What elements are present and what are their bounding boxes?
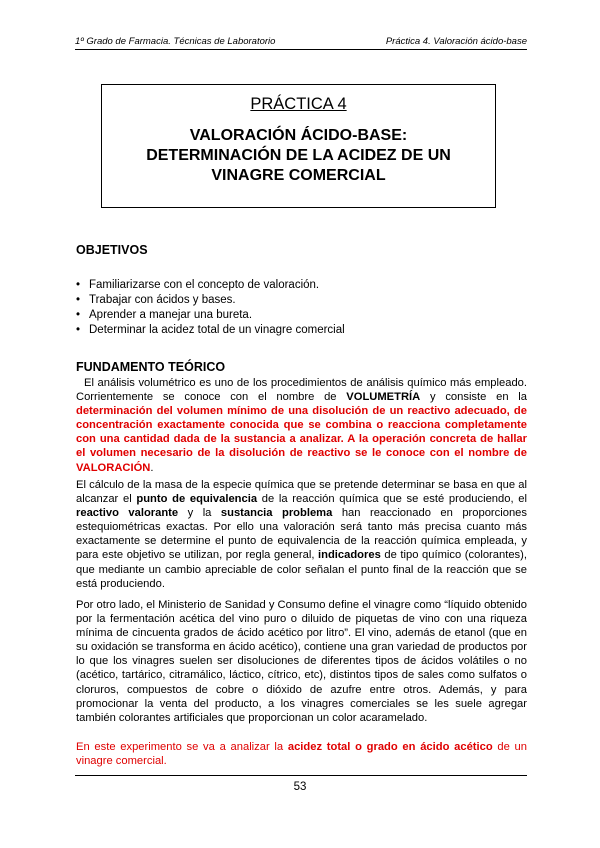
footer-divider [75, 775, 527, 776]
paragraph-text: han reaccionado en proporciones estequiométricas exactas. Por ello una valoración será tanto más precisa cuanto más exactamente se determine el punto de equivalencia de la reacción química empleada, y para este objetivo se utilizan, por regla general, [76, 507, 527, 562]
theory-paragraph-1 [76, 376, 527, 475]
keyword-volumetria: VOLUMETRÍA [346, 391, 421, 404]
paragraph-text: El análisis volumétrico es uno de los procedimientos de análisis químico más empleado. Corrientemente se conoce con el nombre de [76, 377, 527, 404]
practice-number: PRÁCTICA 4 [250, 95, 347, 113]
title-line: VALORACIÓN ÁCIDO-BASE: [189, 127, 408, 144]
page-number: 53 [293, 781, 307, 793]
keyword-reactivo-valorante: reactivo valorante [76, 507, 179, 520]
title-line: DETERMINACIÓN DE LA ACIDEZ DE UN [146, 147, 451, 164]
paragraph-text: y la [178, 507, 221, 520]
theory-paragraph-4 [76, 740, 527, 768]
keyword-indicadores: indicadores [318, 549, 381, 562]
list-item: • Aprender a manejar una bureta. [76, 308, 526, 323]
title-line: VINAGRE COMERCIAL [211, 167, 386, 184]
theory-paragraph-3: Por otro lado, el Ministerio de Sanidad y Consumo define el vinagre como “líquido obtenido por la fermentación acética del vino puro o diluido de piquetas de vino con una riqueza mínima de cincuenta grados de ácido acético por litro”. El vino, además de etanol (que en su oxidación se transforma en ácido acético), contiene una gran variedad de productos por lo que los vinagres suelen ser disoluciones de diferentes tipos de ácidos volátiles o no (acético, tartárico, citramálico, láctico, cítrico, etc), distintos tipos de sales como sulfatos o cloruros, compuestos de cobre o dióxido de azufre entre otros. Además, y para promocionar la venta del producto, a los vinagres comerciales se les suele agregar también colorantes artificiales que proporcionan un color acaramelado. [76, 599, 527, 724]
running-header [75, 36, 527, 50]
keyword-acidez-total: acidez total o grado en ácido acético [287, 741, 493, 753]
paragraph-text: de la reacción química que se esté produciendo, el [257, 493, 527, 506]
paragraph-text: y consiste en la [420, 391, 527, 404]
header-course: 1º Grado de Farmacia. Técnicas de Laboratorio [75, 36, 276, 47]
paragraph-text: . [150, 461, 154, 474]
title-box [101, 84, 496, 208]
keyword-valoracion: VALORACIÓN [76, 461, 151, 474]
objectives-heading: OBJETIVOS [76, 243, 148, 257]
theory-paragraph-2 [76, 478, 527, 591]
list-item: • Determinar la acidez total de un vinagre comercial [76, 323, 526, 338]
highlight-definition: determinación del volumen mínimo de una disolución de un reactivo adecuado, de concentración exactamente conocida que se combina o reacciona completamente con una cantidad dada de la sustancia a analizar. A la operación concreta de hallar el volumen necesario de la disolución de reactivo se le conoce con el nombre de [76, 405, 527, 460]
paragraph-text: En este experimento se va a analizar la [76, 741, 288, 753]
theory-heading: FUNDAMENTO TEÓRICO [76, 360, 226, 374]
header-practice: Práctica 4. Valoración ácido-base [385, 36, 527, 47]
paragraph-text: de tipo químico (colorantes), que mediante un cambio apreciable de color señalan el punto final de la reacción que se está produciendo. [76, 549, 527, 590]
list-item: • Familiarizarse con el concepto de valoración. [76, 278, 526, 293]
paragraph-text: El cálculo de la masa de la especie química que se pretende determinar se basa en que al alcanzar el [76, 479, 527, 506]
keyword-punto-equivalencia: punto de equivalencia [136, 493, 258, 506]
list-item: • Trabajar con ácidos y bases. [76, 293, 526, 308]
paragraph-text: de un vinagre comercial. [76, 741, 528, 768]
objectives-list [76, 278, 526, 338]
keyword-sustancia-problema: sustancia problema [220, 507, 333, 520]
practice-title [102, 126, 495, 186]
